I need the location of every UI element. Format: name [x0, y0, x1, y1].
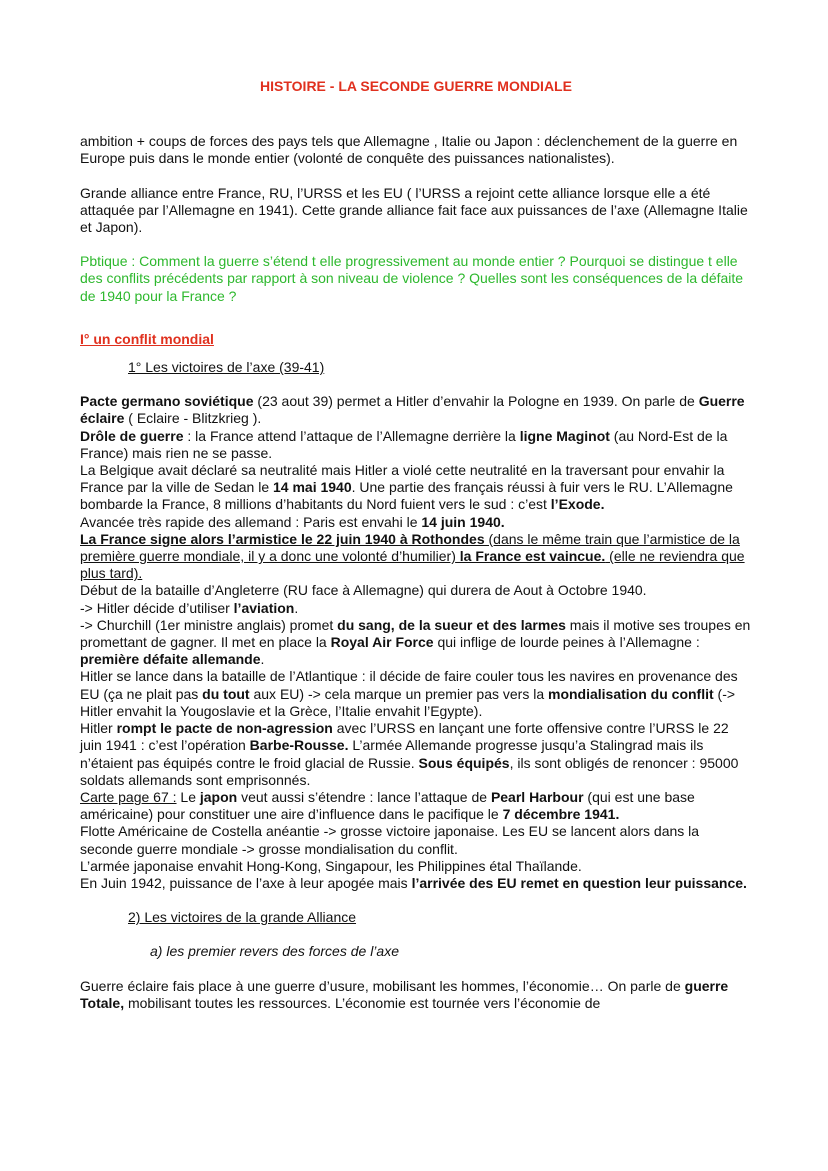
section-heading: I° un conflit mondial: [80, 330, 214, 347]
paragraph-armee-japonaise: L’armée japonaise envahit Hong-Kong, Singapour, les Philippines étal Thaïlande.: [80, 857, 582, 874]
paragraph-belgique: La Belgique avait déclaré sa neutralité mais Hitler a violé cette neutralité en la traversant pour envahir la France par la ville de Sedan le 14 mai 1940. Une partie des français réussi à fuir vers le RU. L’Allemagne bombarde la France, 8 millions d’habitants du Nord fuient vers le sud : c’est l’Exode.: [80, 462, 733, 513]
paragraph-drole-de-guerre: Drôle de guerre : la France attend l’attaque de l’Allemagne derrière la ligne Maginot (au Nord-Est de la France) mais rien ne se passe.: [80, 427, 728, 461]
subsection-heading-2a: a) les premier revers des forces de l’axe: [150, 943, 399, 960]
intro-paragraph-2: Grande alliance entre France, RU, l’URSS et les EU ( l’URSS a rejoint cette alliance lorsque elle a été attaquée par l’Allemagne en 1941). Cette grande alliance fait face aux puissances de l’axe (Allemagne Italie et Japon).: [80, 184, 748, 236]
paragraph-barbe-rousse: Hitler rompt le pacte de non-agression avec l’URSS en lançant une forte offensive contre l’URSS le 22 juin 1941 : c’est l’opération Barbe-Rousse. L’armée Allemande progresse jusqu’a Stalingrad mais ils n’étaient pas équipés contre le froid glacial de Russie. Sous équipés, ils sont obligés de renoncer : 95000 soldats allemands sont emprisonnés.: [80, 720, 739, 788]
paragraph-bataille-angleterre: Début de la bataille d’Angleterre (RU face à Allemagne) qui durera de Aout à Octobre 1940.: [80, 582, 647, 599]
paragraph-flotte: Flotte Américaine de Costella anéantie -> grosse victoire japonaise. Les EU se lancent alors dans la seconde guerre mondiale -> grosse mondialisation du conflit.: [80, 823, 700, 857]
document-page: [80, 78, 752, 1012]
paragraph-paris: Avancée très rapide des allemand : Paris est envahi le 14 juin 1940.: [80, 513, 505, 530]
intro-paragraph-1: ambition + coups de forces des pays tels que Allemagne , Italie ou Japon : déclenchement de la guerre en Europe puis dans le monde entier (volonté de conquête des puissances nationalistes).: [80, 133, 738, 167]
paragraph-pacte: Pacte germano soviétique (23 aout 39) permet a Hitler d’envahir la Pologne en 1939. On parle de Guerre éclaire ( Eclaire - Blitzkrieg ).: [80, 393, 745, 427]
problematique: Pbtique : Comment la guerre s’étend t elle progressivement au monde entier ? Pourquoi se distingue t elle des conflits précédents par rapport à son niveau de violence ? Quelles sont les conséquences de la défaite de 1940 pour la France ?: [80, 253, 744, 304]
paragraph-armistice: La France signe alors l’armistice le 22 juin 1940 à Rothondes (dans le même train que l’armistice de la première guerre mondiale, il y a donc une volonté d’humilier) la France est vaincue. (elle ne reviendra que plus tard).: [80, 530, 745, 582]
paragraph-guerre-totale: Guerre éclaire fais place à une guerre d’usure, mobilisant les hommes, l’économie… On parle de guerre Totale, mobilisant toutes les ressources. L’économie est tournée vers l’économie de: [80, 977, 729, 1011]
subsection-heading-2: 2) Les victoires de la grande Alliance: [128, 909, 357, 926]
subsection-heading-1: 1° Les victoires de l’axe (39-41): [128, 359, 325, 376]
paragraph-churchill: -> Churchill (1er ministre anglais) promet du sang, de la sueur et des larmes mais il motive ses troupes en promettant de gagner. Il met en place la Royal Air Force qui inflige de lourde peines à l’Allemagne : première défaite allemande.: [80, 616, 751, 668]
paragraph-aviation: -> Hitler décide d’utiliser l’aviation.: [80, 599, 299, 616]
paragraph-pearl-harbour: Carte page 67 : Le japon veut aussi s’étendre : lance l’attaque de Pearl Harbour (qui est une base américaine) pour constituer une aire d’influence dans le pacifique le 7 décembre 1941.: [80, 788, 695, 823]
document-title: HISTOIRE - LA SECONDE GUERRE MONDIALE: [260, 78, 572, 94]
paragraph-atlantique: Hitler se lance dans la bataille de l’Atlantique : il décide de faire couler tous les navires en provenance des EU (ça ne plait pas du tout aux EU) -> cela marque un premier pas vers la mondialisation du conflit (-> Hitler envahit la Yougoslavie et la Grèce, l’Italie envahit l’Egypte).: [80, 668, 738, 719]
paragraph-juin-1942: En Juin 1942, puissance de l’axe à leur apogée mais l’arrivée des EU remet en question leur puissance.: [80, 874, 747, 891]
